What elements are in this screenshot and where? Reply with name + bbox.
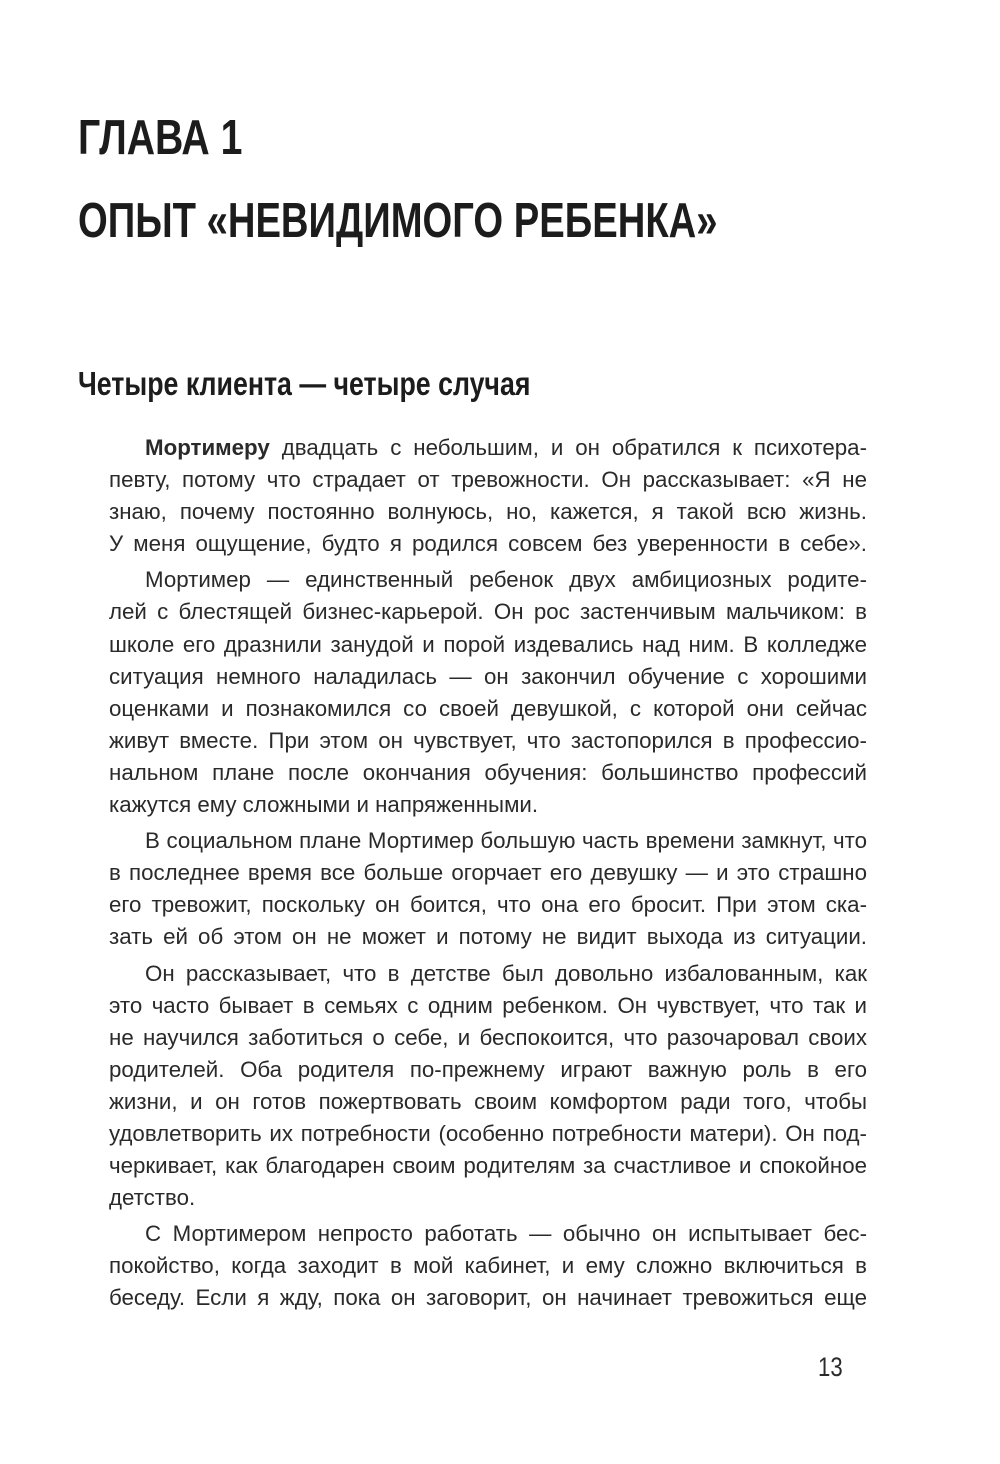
paragraph-line: В социальном плане Мортимер большую часть времени замкнут, что xyxy=(145,828,867,854)
paragraph xyxy=(109,958,867,1215)
paragraph-line: не научился заботиться о себе, и беспокоится, что разочаровал своих xyxy=(109,1024,867,1050)
paragraph-line: родителей. Оба родителя по-прежнему играют важную роль в его xyxy=(109,1056,867,1082)
paragraph-line: У меня ощущение, будто я родился совсем без уверенности в себе». xyxy=(109,531,867,557)
paragraph-line: покойство, когда заходит в мой кабинет, и ему сложно включиться в xyxy=(109,1253,867,1279)
paragraph xyxy=(109,1218,867,1314)
paragraph-line: нальном плане после окончания обучения: большинство профессий xyxy=(109,759,867,785)
paragraph-line: удовлетворить их потребности (особенно потребности матери). Он под- xyxy=(109,1120,867,1146)
body-text xyxy=(109,432,867,1319)
paragraph-line: живут вместе. При этом он чувствует, что застопорился в профессио- xyxy=(109,727,867,753)
paragraph xyxy=(109,432,867,560)
chapter-title: ОПЫТ «НЕВИДИМОГО РЕБЕНКА» xyxy=(78,194,718,248)
paragraph-line: его тревожит, поскольку он боится, что она его бросит. При этом ска- xyxy=(109,892,867,918)
paragraph-line: певту, потому что страдает от тревожности. Он рассказывает: «Я не xyxy=(109,467,867,493)
lead-word: Мортимеру xyxy=(145,435,270,460)
paragraph-line: Мортимер — единственный ребенок двух амбициозных родите- xyxy=(145,567,867,593)
paragraph-line: знаю, почему постоянно волнуюсь, но, кажется, я такой всю жизнь. xyxy=(109,499,867,525)
paragraph-line: детство. xyxy=(109,1185,196,1211)
paragraph-line: жизни, и он готов пожертвовать своим комфортом ради того, чтобы xyxy=(109,1088,867,1114)
paragraph-line: черкивает, как благодарен своим родителям за счастливое и спокойное xyxy=(109,1153,867,1179)
paragraph xyxy=(109,825,867,953)
paragraph-line: беседу. Если я жду, пока он заговорит, он начинает тревожиться еще xyxy=(109,1285,867,1311)
page-number: 13 xyxy=(818,1352,843,1382)
paragraph-line: оценками и познакомился со своей девушкой, с которой они сейчас xyxy=(109,695,867,721)
paragraph-line: Он рассказывает, что в детстве был довольно избалованным, как xyxy=(145,960,867,986)
paragraph-line: зать ей об этом он не может и потому не видит выхода из ситуации. xyxy=(109,924,867,950)
section-title: Четыре клиента — четыре случая xyxy=(78,365,531,402)
paragraph xyxy=(109,564,867,821)
paragraph-line: лей с блестящей бизнес-карьерой. Он рос застенчивым мальчиком: в xyxy=(109,599,867,625)
paragraph-line: школе его дразнили занудой и порой издевались над ним. В колледже xyxy=(109,631,867,657)
paragraph-line: Мортимеру двадцать с небольшим, и он обратился к психотера- xyxy=(145,435,867,460)
paragraph-line: ситуация немного наладилась — он закончил обучение с хорошими xyxy=(109,663,867,689)
paragraph-line: кажутся ему сложными и напряженными. xyxy=(109,792,539,818)
paragraph-line: это часто бывает в семьях с одним ребенком. Он чувствует, что так и xyxy=(109,992,867,1018)
paragraph-line: С Мортимером непросто работать — обычно он испытывает бес- xyxy=(145,1221,867,1247)
paragraph-line: в последнее время все больше огорчает его девушку — и это страшно xyxy=(109,860,867,886)
chapter-number: ГЛАВА 1 xyxy=(78,111,243,165)
